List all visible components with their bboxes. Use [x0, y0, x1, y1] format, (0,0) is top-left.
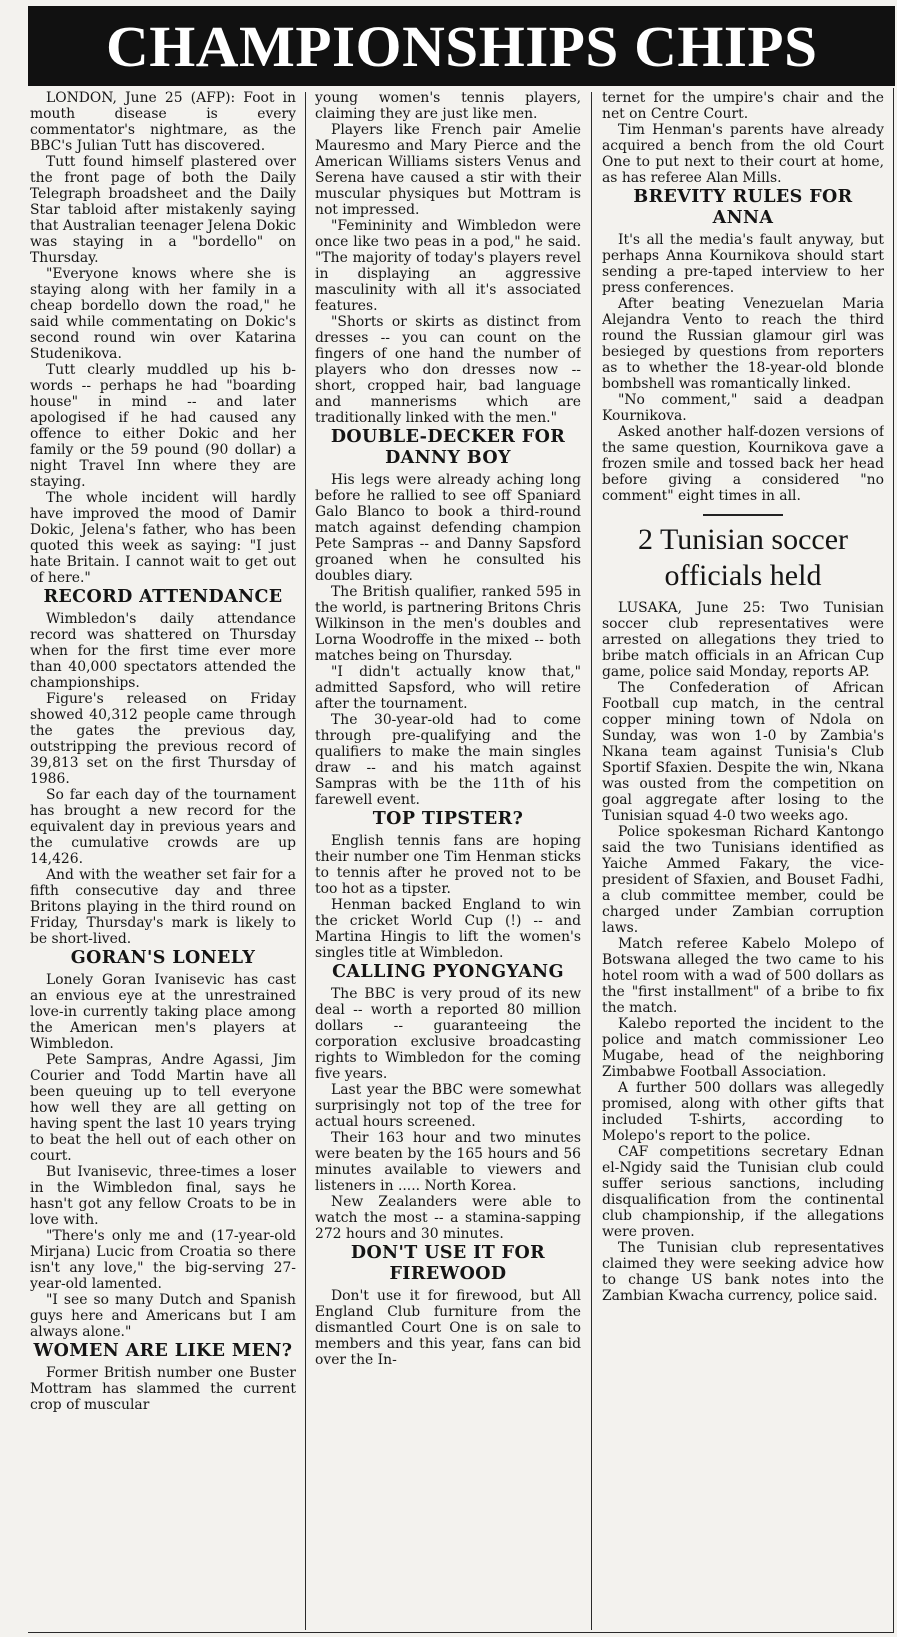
- subheading-double-decker: DOUBLE-DECKER FOR DANNY BOY: [330, 427, 566, 468]
- article-paragraph: LONDON, June 25 (AFP): Foot in mouth disease is every commentator's nightmare, as the BBC's Julian Tutt has discovered.: [30, 90, 296, 154]
- article-paragraph: English tennis fans are hoping their number one Tim Henman sticks to tennis after he proved not to be too hot as a tipster.: [315, 833, 581, 897]
- article-paragraph: "There's only me and (17-year-old Mirjana) Lucic from Croatia so there isn't any love," the big-serving 27-year-old lamented.: [30, 1228, 296, 1292]
- article-paragraph: Tim Henman's parents have already acquired a bench from the old Court One to put next to their court at home, as has referee Alan Mills.: [602, 122, 884, 186]
- subheading-firewood: DON'T USE IT FOR FIREWOOD: [350, 1243, 546, 1284]
- article-paragraph: Don't use it for firewood, but All England Club furniture from the dismantled Court One is on sale to members and this year, fans can bid over the In-: [315, 1288, 581, 1368]
- article-paragraph: Asked another half-dozen versions of the same question, Kournikova gave a frozen smile and tossed back her head before giving a considered "no comment" eight times in all.: [602, 424, 884, 504]
- article-paragraph: CAF competitions secretary Ednan el-Ngidy said the Tunisian club could suffer serious sanctions, including disqualification from the continental club championship, if the allegations were proven.: [602, 1144, 884, 1240]
- article-paragraph: "I see so many Dutch and Spanish guys here and Americans but I am always alone.": [30, 1292, 296, 1340]
- article-paragraph: Figure's released on Friday showed 40,312 people came through the gates the previous day, outstripping the previous record of 39,813 set on the first Thursday of 1986.: [30, 691, 296, 787]
- article-paragraph: His legs were already aching long before he rallied to see off Spaniard Galo Blanco to book a third-round match against defending champion Pete Sampras -- and Danny Sapsford groaned when he consulted his doubles diary.: [315, 472, 581, 584]
- article-paragraph: "No comment," said a deadpan Kournikova.: [602, 392, 884, 424]
- subheading-calling-pyongyang: CALLING PYONGYANG: [332, 962, 564, 982]
- article-paragraph: The whole incident will hardly have improved the mood of Damir Dokic, Jelena's father, who has been quoted this week as saying: "I just hate Britain. I cannot wait to get out of here.": [30, 490, 296, 586]
- article-paragraph: And with the weather set fair for a fifth consecutive day and three Britons playing in the third round on Friday, Thursday's mark is likely to be short-lived.: [30, 867, 296, 947]
- article-paragraph: The British qualifier, ranked 595 in the world, is partnering Britons Chris Wilkinson in the men's doubles and Lorna Woodroffe in the mixed -- both matches being on Thursday.: [315, 584, 581, 664]
- article-paragraph: Match referee Kabelo Molepo of Botswana alleged the two came to his hotel room with a wad of 500 dollars as the "first installment" of a bribe to fix the match.: [602, 936, 884, 1016]
- article-paragraph: After beating Venezuelan Maria Alejandra Vento to reach the third round the Russian glamour girl was besieged by questions from reporters as to whether the 18-year-old blonde bombshell was romantically linked.: [602, 296, 884, 392]
- article-paragraph: Former British number one Buster Mottram has slammed the current crop of muscular: [30, 1365, 296, 1413]
- article-paragraph: Pete Sampras, Andre Agassi, Jim Courier and Todd Martin have all been queuing up to tell everyone how well they are all getting on having spent the last 10 years trying to beat the hell out of each other on court.: [30, 1052, 296, 1164]
- article-paragraph: New Zealanders were able to watch the most -- a stamina-sapping 272 hours and 30 minutes.: [315, 1194, 581, 1242]
- article-paragraph: Last year the BBC were somewhat surprisingly not top of the tree for actual hours screened.: [315, 1082, 581, 1130]
- article-paragraph: The Tunisian club representatives claimed they were seeking advice how to change US bank notes into the Zambian Kwacha currency, police said.: [602, 1240, 884, 1304]
- column-1: [30, 90, 296, 1630]
- story-divider: [703, 514, 783, 516]
- article-paragraph: So far each day of the tournament has brought a new record for the equivalent day in previous years and the cumulative crowds are up 14,426.: [30, 787, 296, 867]
- article-paragraph: Their 163 hour and two minutes were beaten by the 165 hours and 56 minutes available to viewers and listeners in ..... North Korea.: [315, 1130, 581, 1194]
- article-paragraph: The 30-year-old had to come through pre-qualifying and the qualifiers to make the main singles draw -- and his match against Sampras with be the 11th of his farewell event.: [315, 712, 581, 808]
- subheading-women-are-like-men: WOMEN ARE LIKE MEN?: [33, 1341, 293, 1361]
- column-3: [602, 90, 884, 1630]
- article-paragraph: Henman backed England to win the cricket World Cup (!) -- and Martina Hingis to lift the women's singles title at Wimbledon.: [315, 897, 581, 961]
- article-paragraph: The Confederation of African Football cup match, in the central copper mining town of Ndola on Sunday, was won 1-0 by Zambia's Nkana team against Tunisia's Club Sportif Sfaxien. Despite the win, Nkana was ousted from the competition on goal aggregate after losing to the Tunisian squad 4-0 two weeks ago.: [602, 680, 884, 824]
- subheading-brevity-rules: BREVITY RULES FOR ANNA: [633, 187, 853, 228]
- article-paragraph: Kalebo reported the incident to the police and match commissioner Leo Mugabe, head of the neighboring Zimbabwe Football Association.: [602, 1016, 884, 1080]
- article-paragraph: Police spokesman Richard Kantongo said the two Tunisians identified as Yaiche Ammed Fakary, the vice-president of Sfaxien, and Bouset Fadhi, a club committee member, could be charged under Zambian corruption laws.: [602, 824, 884, 936]
- article-paragraph: "Femininity and Wimbledon were once like two peas in a pod," he said. "The majority of today's players revel in displaying an aggressive masculinity with all it's associated features.: [315, 218, 581, 314]
- subheading-record-attendance: RECORD ATTENDANCE: [43, 587, 283, 607]
- headline-tunisian-officials: 2 Tunisian soccer officials held: [638, 523, 848, 592]
- left-edge-gutter: [0, 0, 20, 1637]
- subheading-gorans-lonely: GORAN'S LONELY: [70, 948, 256, 968]
- article-paragraph: Tutt found himself plastered over the front page of both the Daily Telegraph broadsheet and the Daily Star tabloid after mistakenly saying that Australian teenager Jelena Dokic was staying in a "bordello" on Thursday.: [30, 154, 296, 266]
- article-paragraph: Tutt clearly muddled up his b-words -- perhaps he had "boarding house" in mind -- and later apologised if he had caused any offence to either Dokic and her family or the 59 pound (90 dollar) a night Travel Inn where they are staying.: [30, 362, 296, 490]
- article-paragraph: young women's tennis players, claiming they are just like men.: [315, 90, 581, 122]
- page-border-right: [893, 88, 894, 1633]
- column-2: [315, 90, 581, 1630]
- article-paragraph: "I didn't actually know that," admitted Sapsford, who will retire after the tournament.: [315, 664, 581, 712]
- article-paragraph: The BBC is very proud of its new deal -- worth a reported 80 million dollars -- guaranteeing the corporation exclusive broadcasting rights to Wimbledon for the coming five years.: [315, 986, 581, 1082]
- article-paragraph: ternet for the umpire's chair and the net on Centre Court.: [602, 90, 884, 122]
- article-paragraph: But Ivanisevic, three-times a loser in the Wimbledon final, says he hasn't got any fellow Croats to be in love with.: [30, 1164, 296, 1228]
- column-rule-right: [591, 92, 592, 1630]
- article-paragraph: Players like French pair Amelie Mauresmo and Mary Pierce and the American Williams sisters Venus and Serena have caused a stir with their muscular physiques but Mottram is not impressed.: [315, 122, 581, 218]
- article-paragraph: "Everyone knows where she is staying along with her family in a cheap bordello down the road," he said while commentating on Dokic's second round win over Katarina Studenikova.: [30, 266, 296, 362]
- column-rule-left: [305, 92, 306, 1630]
- article-paragraph: LUSAKA, June 25: Two Tunisian soccer club representatives were arrested on allegations they tried to bribe match officials in an African Cup game, police said Monday, reports AP.: [602, 600, 884, 680]
- article-paragraph: "Shorts or skirts as distinct from dresses -- you can count on the fingers of one hand the number of players who don dresses now -- short, cropped hair, bad language and mannerisms which are traditionally linked with the men.": [315, 314, 581, 426]
- subheading-top-tipster: TOP TIPSTER?: [372, 809, 524, 829]
- banner-title: CHAMPIONSHIPS CHIPS: [105, 13, 818, 79]
- article-paragraph: It's all the media's fault anyway, but perhaps Anna Kournikova should start sending a pre-taped interview to her press conferences.: [602, 232, 884, 296]
- page-banner: [28, 6, 895, 86]
- article-paragraph: A further 500 dollars was allegedly promised, along with other gifts that included T-shirts, according to Molepo's report to the police.: [602, 1080, 884, 1144]
- article-paragraph: Wimbledon's daily attendance record was shattered on Thursday when for the first time ever more than 40,000 spectators attended the championships.: [30, 611, 296, 691]
- article-paragraph: Lonely Goran Ivanisevic has cast an envious eye at the unrestrained love-in currently taking place among the American men's players at Wimbledon.: [30, 972, 296, 1052]
- page-border-bottom: [28, 1632, 894, 1633]
